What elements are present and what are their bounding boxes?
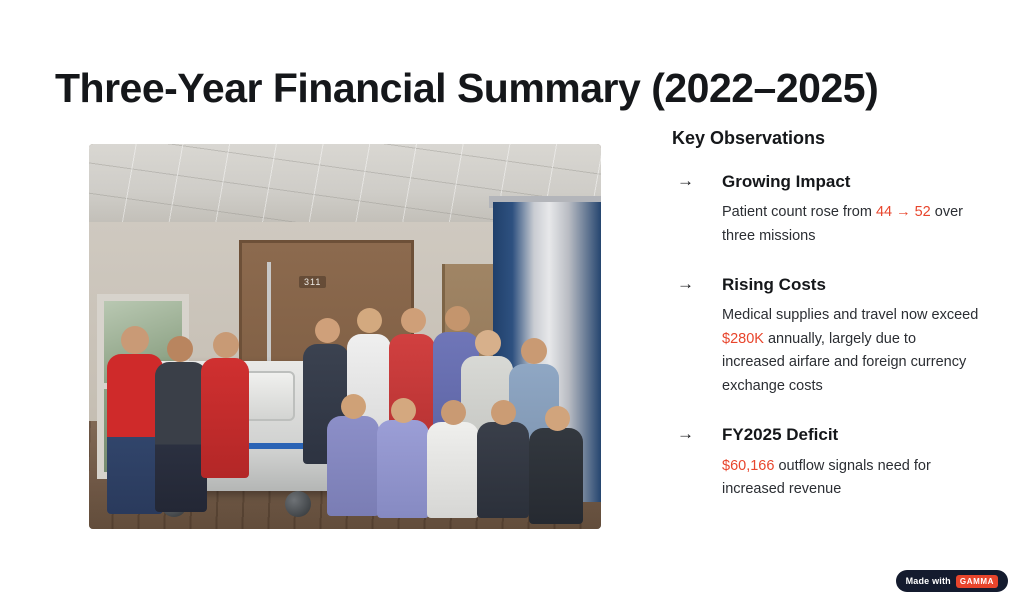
team-member-head <box>441 400 466 425</box>
team-member-head <box>445 306 470 331</box>
page-title: Three-Year Financial Summary (2022–2025) <box>55 65 879 112</box>
room-number-sign: 311 <box>299 276 326 288</box>
team-member-head <box>357 308 382 333</box>
team-member-head <box>167 336 193 362</box>
team-member-head <box>521 338 547 364</box>
arrow-right-icon: → <box>677 424 694 444</box>
team-member-head <box>491 400 516 425</box>
observation-text: outflow signals need for increased revenue <box>722 457 931 498</box>
team-member-head <box>341 394 366 419</box>
observation-highlight: $60,166 <box>722 457 775 474</box>
team-member <box>327 416 379 516</box>
observations-heading: Key Observations <box>672 128 826 148</box>
team-member-head <box>475 330 501 356</box>
bed-wheel <box>285 491 311 517</box>
observation-item-growing-impact <box>672 171 982 248</box>
team-member-head <box>401 308 426 333</box>
team-member-head <box>391 398 416 423</box>
badge-prefix-label: Made with <box>905 576 951 586</box>
team-member-head <box>213 332 239 358</box>
team-member <box>201 358 249 478</box>
observation-highlight: $280K <box>722 330 764 347</box>
observation-title: FY2025 Deficit <box>722 425 839 445</box>
observation-title: Growing Impact <box>722 172 851 191</box>
team-member <box>427 422 479 518</box>
key-observations-section <box>672 128 982 528</box>
observation-text: Medical supplies and travel now exceed <box>722 307 979 324</box>
observation-item-fy2025-deficit <box>672 424 982 501</box>
photo-scene <box>89 144 601 529</box>
team-member-head <box>315 318 340 343</box>
observation-body <box>722 201 982 248</box>
arrow-right-icon: → <box>677 274 694 294</box>
team-member-head <box>545 406 570 431</box>
observation-highlight: 44 → 52 <box>875 204 931 221</box>
observation-body <box>722 455 982 502</box>
team-member <box>477 422 529 518</box>
observation-text: Patient count rose from <box>722 204 876 221</box>
gamma-logo: GAMMA <box>956 575 998 588</box>
mission-team-photo <box>89 144 601 529</box>
team-member <box>529 428 583 524</box>
arrow-right-icon: → <box>677 171 694 190</box>
team-member <box>155 362 207 512</box>
observation-item-rising-costs <box>672 274 982 398</box>
observation-text: over three missions <box>722 204 964 244</box>
observation-body <box>722 304 982 398</box>
observation-title: Rising Costs <box>722 275 826 295</box>
team-member-head <box>121 326 149 354</box>
observation-text: annually, largely due to increased airfare and foreign currency exchange costs <box>722 330 967 394</box>
team-member <box>377 420 429 518</box>
made-with-gamma-badge[interactable] <box>896 570 1008 592</box>
